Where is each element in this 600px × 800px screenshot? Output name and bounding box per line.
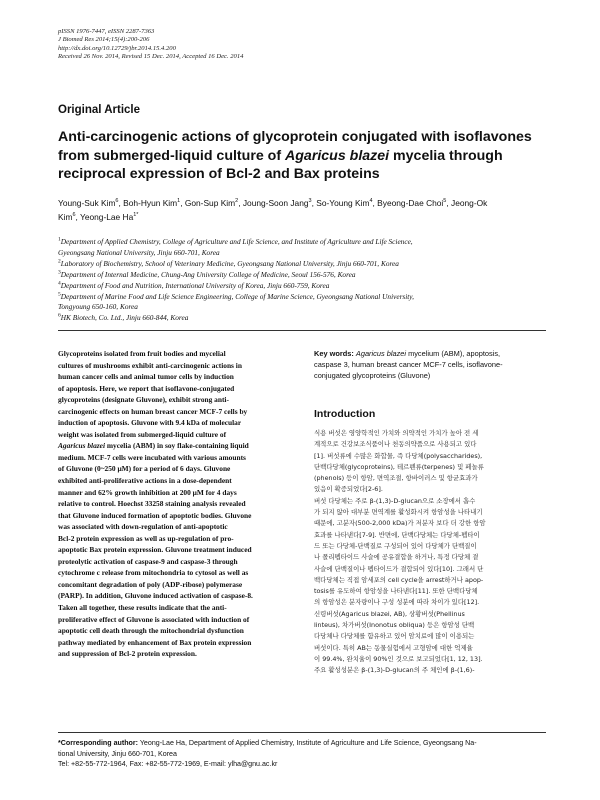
- corr-label: *Corresponding author:: [58, 739, 138, 747]
- article-title: [58, 128, 548, 184]
- intro-line: 나 폴리펩타이드 사슬에 공유결합을 하거나, 특정 다당체 곁: [314, 553, 479, 562]
- abstract-line: Glycoproteins isolated from fruit bodies and mycelial: [58, 349, 226, 358]
- affiliation-line: [58, 302, 548, 313]
- author-affiliation-mark: 3: [308, 198, 312, 205]
- author-affiliation-mark: 1: [177, 198, 181, 205]
- keywords-line: [314, 348, 546, 359]
- introduction-body: [314, 428, 546, 677]
- intro-line: (phenols) 등이 항암, 면역조절, 항바이러스 및 항균효과가: [314, 474, 478, 483]
- author-affiliation-mark: 1*: [133, 212, 139, 219]
- abstract-line: of Gluvone (0~250 μM) for a period of 6 days. Gluvone: [58, 464, 231, 474]
- title-species: Agaricus blazei: [285, 147, 390, 164]
- corr-text: Yeong-Lae Ha, Department of Applied Chemistry, Institute of Agriculture and Life Science, Gyeongsang Na-: [138, 739, 477, 747]
- corr-line: [58, 738, 548, 749]
- title-text: mycelia through: [389, 147, 503, 164]
- affiliation-text: Department of Applied Chemistry, College of Agriculture and Life Science, and Institute of Agriculture and Life Science,: [60, 237, 413, 246]
- corr-line: tional University, Jinju 660-701, Korea: [58, 749, 177, 758]
- affiliation-list: [58, 237, 548, 324]
- abstract-line: induction of apoptosis. Gluvone with 9.4 kDa of molecular: [58, 418, 242, 428]
- footer-divider: [58, 732, 546, 733]
- issn-line: pISSN 1976-7447, eISSN 2287-7363: [58, 28, 155, 35]
- abstract-line: medium. MCF-7 cells were incubated with various amounts: [58, 452, 246, 462]
- abstract-line: and suppression of Bcl-2 protein expression.: [58, 649, 197, 659]
- affiliation-line: [58, 270, 548, 281]
- article-dates: Received 26 Nov. 2014, Revised 15 Dec. 2014, Accepted 16 Dec. 2014: [58, 53, 244, 61]
- intro-line: [1]. 버섯류에 수많은 화합물, 즉 다당체(polysaccharides),: [314, 451, 483, 460]
- author-name: Kim: [58, 212, 73, 222]
- affiliation-line: [58, 248, 548, 259]
- intro-line: 주요 활성성분은 β-(1,3)-D-glucan의 주 체인에 β-(1,6)-: [314, 666, 475, 675]
- author-line-2: [58, 210, 548, 224]
- author-list: [58, 196, 548, 224]
- affiliation-text: Tongyoung 650-160, Korea: [58, 302, 138, 312]
- abstract-line: (PARP). In addition, Gluvone induced activation of caspase-8.: [58, 591, 253, 601]
- abstract-line: weight was isolated from submerged-liquid culture of: [58, 429, 227, 439]
- affiliation-text: Department of Food and Nutrition, International University of Korea, Jinju 660-759, Korea: [60, 280, 330, 290]
- abstract-line: apoptotic Bax protein expression. Gluvone treatment induced: [58, 545, 252, 555]
- intro-line: 버섯이다. 특히 AB는 동물실험에서 고형암에 대한 억제율: [314, 643, 473, 652]
- author-affiliation-mark: 2: [235, 198, 239, 205]
- intro-line: 식용 버섯은 영양학적인 가치와 의약적인 가치가 높아 전 세: [314, 429, 479, 437]
- affiliation-text: Department of Marine Food and Life Science Engineering, College of Marine Science, Gyeongsang National University,: [60, 291, 414, 301]
- corresponding-author: [58, 738, 548, 770]
- abstract-line: human cancer cells and animal tumor cells by induction: [58, 372, 234, 382]
- author-name: , So-Young Kim: [311, 198, 370, 208]
- affiliation-line: [58, 259, 548, 270]
- intro-line: 신령버섯(Agaricus blazei, AB), 상황버섯(Phellinus: [314, 609, 465, 618]
- affiliation-text: Laboratory of Biochemistry, School of Veterinary Medicine, Gyeongsang National University, Jinju 660-701, Korea: [60, 258, 399, 268]
- keyword-species: Agaricus blazei: [355, 349, 407, 358]
- intro-line: 때문에, 고분자(500-2,000 kDa)가 저분자 보다 더 강한 항암: [314, 519, 486, 528]
- author-affiliation-mark: 4: [369, 198, 373, 205]
- abstract-line: concomitant degradation of poly (ADP-ribose) polymerase: [58, 579, 243, 589]
- author-name: , Jeong-Ok: [446, 198, 488, 208]
- author-name: , Gon-Sup Kim: [180, 198, 236, 208]
- abstract-line: of apoptosis. Here, we report that isoflavone-conjugated: [58, 383, 235, 393]
- abstract-line: exhibited anti-proliferative actions in a dose-dependent: [58, 476, 232, 486]
- title-line: [58, 147, 548, 166]
- intro-line: 다당체나 다당체를 함유하고 있어 암치료에 많이 이용되는: [314, 632, 475, 641]
- abstract-line: was associated with down-regulation of anti-apoptotic: [58, 522, 228, 532]
- abstract-line: Agaricus blazei mycelia (ABM) in soy flake-containing liquid: [58, 441, 249, 451]
- intro-line: 의 항암성은 분자량이나 구성 성분에 따라 차이가 있다[12].: [314, 598, 480, 607]
- affiliation-mark: 5: [58, 291, 61, 298]
- species-name: Agaricus blazei: [58, 441, 106, 451]
- author-name: , Joung-Soon Jang: [238, 198, 309, 208]
- abstract-line: manner and 62% growth inhibition at 200 μM for 4 days: [58, 487, 237, 497]
- corr-line: Tel: +82-55-772-1964, Fax: +82-55-772-1969, E-mail: ylha@gnu.ac.kr: [58, 760, 278, 769]
- intro-line: 드 또는 다당체-단백질로 구성되어 있어 다당체가 단백질이: [314, 541, 477, 550]
- intro-line: 단백다당체(glycoproteins), 테르펜류(terpenes) 및 페놀류: [314, 462, 484, 471]
- affiliation-mark: 2: [58, 258, 61, 265]
- affiliation-line: [58, 237, 548, 248]
- intro-line: 효과를 나타낸다[7-9]. 반면에, 단백다당체는 다당체-펩타이: [314, 530, 480, 539]
- title-line: reciprocal expression of Bcl-2 and Bax proteins: [58, 166, 380, 182]
- intro-line: 버섯 다당체는 주로 β-(1,3)-D-glucan으로 소장에서 흡수: [314, 496, 476, 505]
- abstract-line: cytochrome c release from mitochondria to cytosol as well as: [58, 568, 249, 578]
- intro-line: linteus), 차가버섯(Inonotus obliqua) 등은 항암성 단백: [314, 621, 475, 630]
- abstract-line: pathway mediated by enhancement of Bax protein expression: [58, 637, 252, 647]
- intro-line: 계적으로 건강보조식품이나 천동의약품으로 사용되고 있다: [314, 440, 477, 449]
- author-name: , Boh-Hyun Kim: [118, 198, 178, 208]
- affiliation-mark: 3: [58, 269, 61, 276]
- intro-line: tosis를 유도하여 항암성을 나타낸다[11]. 또한 단백다당체: [314, 587, 478, 596]
- affiliation-mark: 4: [58, 280, 61, 287]
- intro-line: 있음이 확증되었다[2-6].: [314, 485, 383, 494]
- affiliation-line: [58, 292, 548, 303]
- affiliation-text: Gyeongsang National University, Jinju 660-701, Korea: [58, 247, 220, 257]
- keywords: [314, 348, 546, 381]
- abstract-line: glycoproteins (designate Gluvone), exhibit strong anti-: [58, 395, 229, 405]
- author-affiliation-mark: 6: [115, 198, 119, 205]
- header-divider: [58, 330, 546, 331]
- abstract-line: that Gluvone induced formation of apoptotic bodies. Gluvone: [58, 510, 252, 520]
- journal-citation: J Biomed Res 2014;15(4):200-206: [58, 36, 150, 44]
- abstract-line: apoptotic cell death through the mitochondrial dysfunction: [58, 626, 244, 636]
- keywords-line: caspase 3, human breast cancer MCF-7 cells, isoflavone-: [314, 360, 503, 369]
- author-affiliation-mark: 6: [72, 212, 76, 219]
- title-text: from submerged-liquid culture of: [58, 147, 286, 164]
- affiliation-mark: 6: [58, 312, 61, 319]
- doi-link[interactable]: http://dx.doi.org/10.12729/jbr.2014.15.4.200: [58, 44, 176, 52]
- affiliation-mark: 1: [58, 236, 61, 243]
- author-name: Young-Suk Kim: [58, 198, 116, 208]
- intro-line: 이 99.4%, 완치율이 90%인 것으로 보고되었다[1, 12, 13].: [314, 654, 483, 663]
- journal-metadata: [58, 28, 243, 62]
- keywords-label: Key words:: [314, 349, 354, 358]
- abstract-line: proteolytic activation of caspase-9 and caspase-3 through: [58, 556, 238, 566]
- affiliation-line: [58, 281, 548, 292]
- author-name: , Yeong-Lae Ha: [75, 212, 134, 222]
- keywords-line: conjugated glycoproteins (Gluvone): [314, 371, 431, 380]
- intro-line: 가 되지 않아 대부분 면역계를 활성화시켜 항암성을 나타내기: [314, 508, 483, 517]
- abstract: [58, 348, 294, 660]
- affiliation-text: HK Biotech, Co. Ltd., Jinju 660-844, Korea: [60, 313, 189, 323]
- affiliation-text: Department of Internal Medicine, Chung-Ang University College of Medicine, Seoul 156-576, Korea: [60, 269, 356, 279]
- abstract-line: cultures of mushrooms exhibit anti-carcinogenic actions in: [58, 360, 242, 370]
- intro-line: 백다당체는 직접 암세포의 cell cycle을 arrest하거나 apop-: [314, 575, 484, 584]
- article-type: Original Article: [58, 104, 141, 116]
- author-name: , Byeong-Dae Choi: [372, 198, 444, 208]
- author-line-1: [58, 196, 548, 210]
- abstract-line: Taken all together, these results indicate that the anti-: [58, 603, 227, 613]
- abstract-line: relative to control. Hoechst 33258 staining analysis revealed: [58, 499, 246, 509]
- abstract-line: proliferative effect of Gluvone is associated with induction of: [58, 614, 250, 624]
- keywords-text: mycelium (ABM), apoptosis,: [406, 349, 501, 358]
- title-line: Anti-carcinogenic actions of glycoprotein conjugated with isoflavones: [58, 129, 532, 145]
- introduction-heading: Introduction: [314, 408, 376, 420]
- intro-line: 사슬에 단백질이나 펩타이드가 결합되어 있다[10]. 그래서 단: [314, 564, 484, 573]
- affiliation-line: [58, 313, 548, 324]
- author-affiliation-mark: 5: [443, 198, 447, 205]
- abstract-line: Bcl-2 protein expression as well as up-regulation of pro-: [58, 533, 234, 543]
- abstract-line: carcinogenic effects on human breast cancer MCF-7 cells by: [58, 406, 248, 416]
